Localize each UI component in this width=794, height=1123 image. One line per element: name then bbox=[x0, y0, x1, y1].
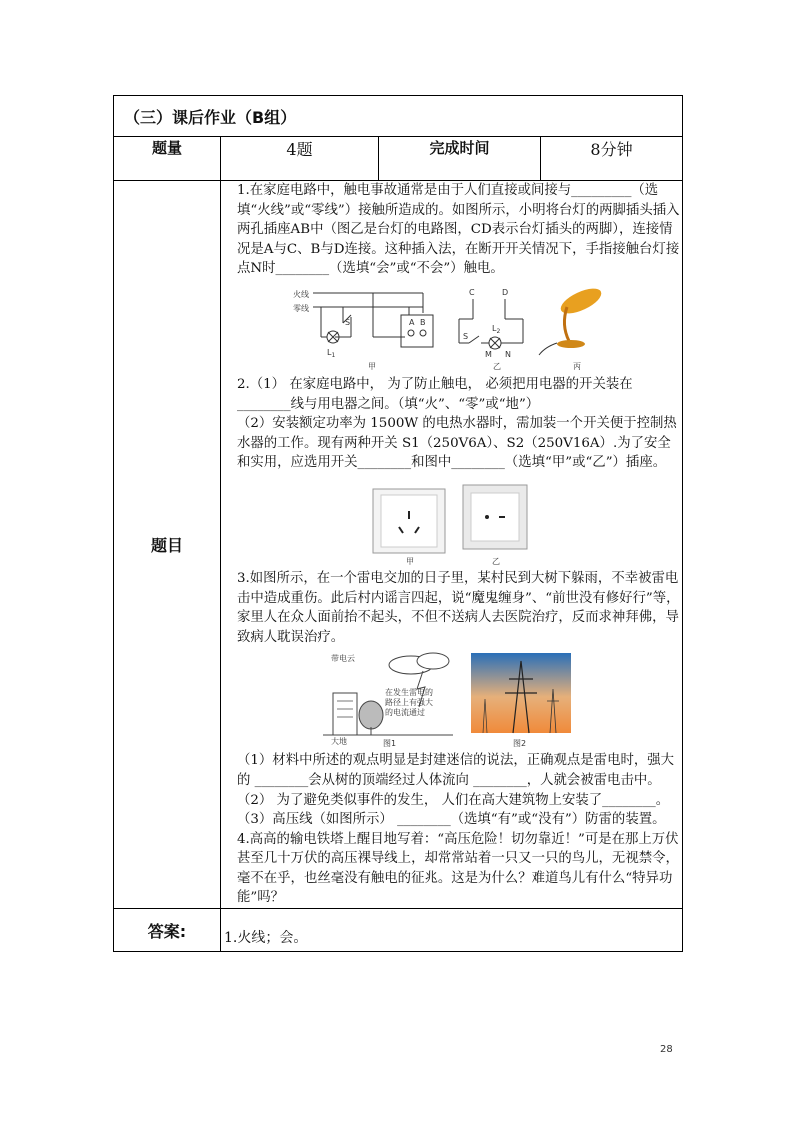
answer-text: 1.火线；会。 bbox=[221, 909, 683, 952]
questions-label: 题目 bbox=[114, 181, 221, 909]
question-1-text: 1.在家庭电路中，触电事故通常是由于人们直接或间接与_________（选填“火线”或“零线”）接触所造成的。如图所示，小明将台灯的两脚插头插入两孔插座AB中（图乙是台灯的电路图，CD表示台灯插头的两脚），连接情况是A与C、B与D连接。这种插入法，在断开开关情况下，手指接触台灯接点N时________（选填“会”或“不会”）触电。 bbox=[237, 183, 680, 277]
homework-table bbox=[113, 95, 683, 952]
charged-cloud-label: 带电云 bbox=[331, 654, 355, 664]
socket-yi-caption: 乙 bbox=[492, 556, 500, 566]
page-number: 28 bbox=[660, 1044, 673, 1055]
lamp-l1-label: $L_1$ bbox=[327, 347, 336, 359]
answer-row bbox=[114, 909, 683, 952]
lightning-note-line-2: 路径上有强大 bbox=[385, 698, 433, 708]
answer-label: 答案: bbox=[114, 909, 221, 952]
question-3-sub-2: （2） 为了避免类似事件的发生， 人们在高大建筑物上安装了________。 bbox=[237, 792, 670, 808]
socket-a-label: A bbox=[409, 317, 415, 327]
figure-jia-caption: 甲 bbox=[368, 361, 376, 371]
lightning-note-line-3: 的电流通过 bbox=[385, 708, 425, 718]
desk-lamp-icon bbox=[539, 284, 605, 355]
ground-label: 大地 bbox=[331, 737, 347, 747]
switch-s2-label: S bbox=[463, 331, 469, 341]
plug-d-label: D bbox=[502, 287, 509, 297]
section-title: （三）课后作业（B组） bbox=[114, 96, 683, 137]
question-2-socket-figure bbox=[223, 475, 683, 567]
switch-s-label: S bbox=[345, 317, 351, 327]
question-2-part-2: （2）安装额定功率为 1500W 的电热水器时，需加装一个开关便于控制热水器的工作。现有两种开关 S1（250V6A）、S2（250V16A）.为了安全和实用，应选用开关________和图中________（选填“甲”或“乙”）插座。 bbox=[237, 416, 677, 471]
completion-time-value: 8分钟 bbox=[541, 137, 683, 181]
point-m-label: M bbox=[485, 349, 492, 359]
questions-row bbox=[114, 181, 683, 909]
socket-b-label: B bbox=[420, 317, 426, 327]
question-4-text: 4.高高的输电铁塔上醒目地写着：“高压危险！切勿靠近！”可是在那上万伏甚至几十万伏的高压裸导线上，却常常站着一只又一只的鸟儿，无视禁令，毫不在乎，也丝毫没有触电的征兆。这是为什么？难道鸟儿有什么“特异功能”吗？ bbox=[237, 831, 679, 906]
question-count-label: 题量 bbox=[114, 137, 221, 181]
lamp-l2-label: $L_2$ bbox=[492, 323, 501, 335]
figure-bing-caption: 丙 bbox=[573, 361, 581, 371]
question-2-part-1: 2.（1） 在家庭电路中， 为了防止触电， 必须把用电器的开关装在________线与用电器之间。（填“火”、“零”或“地”） bbox=[237, 376, 633, 412]
power-tower-photo bbox=[471, 653, 571, 733]
question-3-sub-1: （1）材料中所述的观点明显是封建迷信的说法，正确观点是雷电时，强大的 ________会从树的顶端经过人体流向 ________，人就会被雷电击中。 bbox=[237, 753, 675, 788]
meta-row bbox=[114, 137, 683, 181]
live-wire-label: 火线 bbox=[293, 289, 309, 299]
figure-yi-caption: 乙 bbox=[493, 361, 501, 371]
point-n-label: N bbox=[505, 349, 511, 359]
plug-c-label: C bbox=[469, 287, 475, 297]
two-pin-socket-icon bbox=[463, 485, 527, 549]
question-1-circuit-figure bbox=[223, 281, 683, 373]
socket-jia-caption: 甲 bbox=[406, 556, 414, 566]
figure-2-caption: 图2 bbox=[513, 739, 527, 749]
three-pin-socket-icon bbox=[373, 489, 445, 553]
question-3-text: 3.如图所示，在一个雷电交加的日子里，某村民到大树下躲雨，不幸被雷电击中造成重伤。此后村内谣言四起，说“魔鬼缠身”、“前世没有修好行”等，家里人在众人面前抬不起头，不但不送病人去医院治疗，反而求神拜佛，导致病人耽误治疗。 bbox=[237, 570, 680, 645]
figure-1-caption: 图1 bbox=[383, 739, 397, 749]
neutral-wire-label: 零线 bbox=[293, 303, 309, 313]
lightning-note-line-1: 在发生雷电的 bbox=[385, 688, 433, 698]
question-count-value: 4题 bbox=[221, 137, 379, 181]
question-3-lightning-figure bbox=[223, 649, 683, 749]
questions-cell bbox=[221, 181, 683, 909]
question-3-sub-3: （3）高压线（如图所示） ________（选填“有”或“没有”）防雷的装置。 bbox=[237, 812, 666, 828]
completion-time-label: 完成时间 bbox=[379, 137, 541, 181]
